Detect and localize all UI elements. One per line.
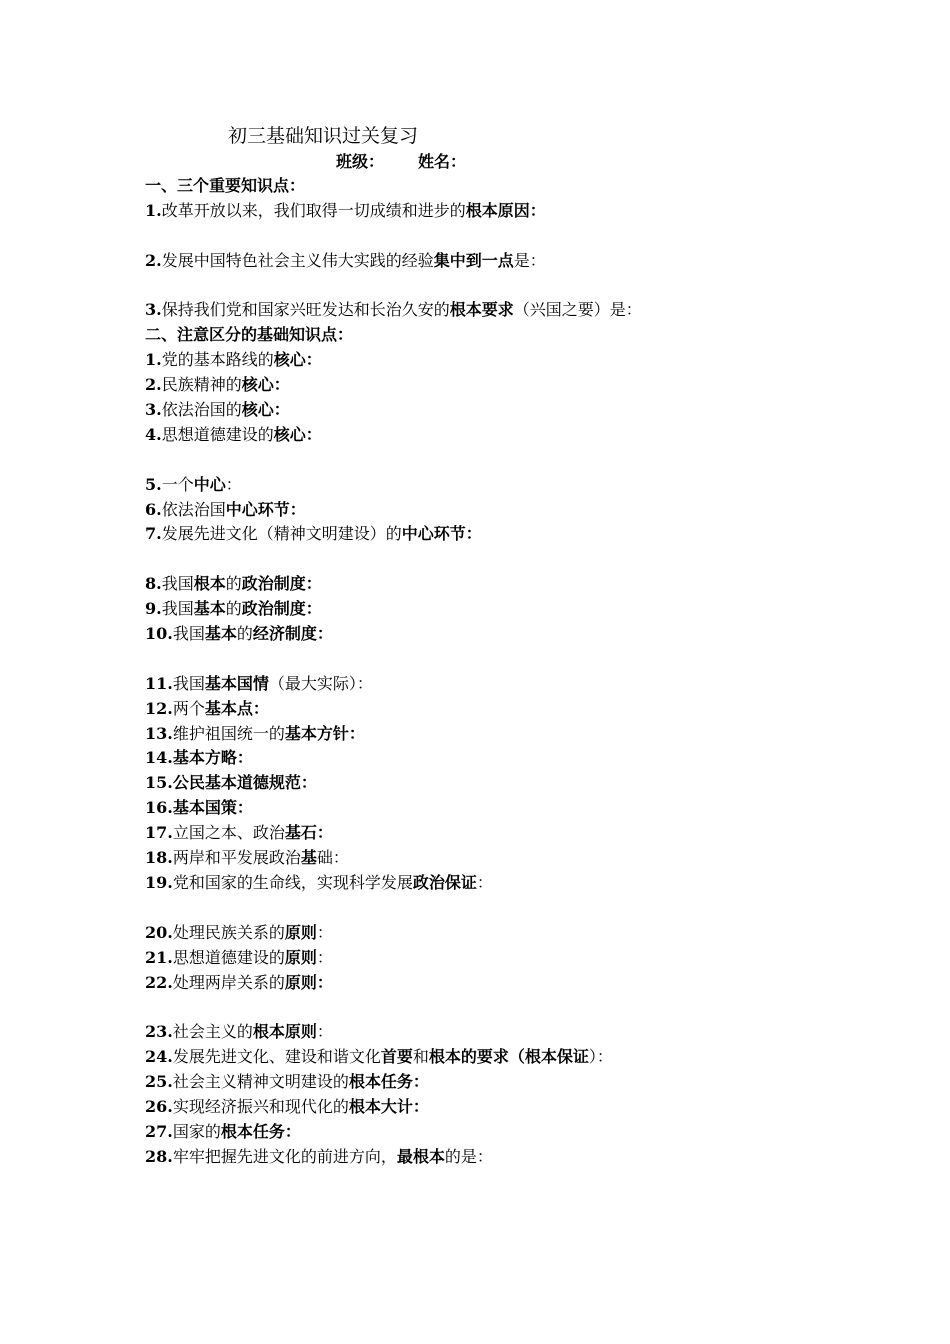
text: 我国 xyxy=(161,574,194,594)
text: ： xyxy=(316,947,333,967)
bold-text: 中心 xyxy=(193,474,226,494)
bold-text: 政治保证 xyxy=(412,872,477,892)
text: 的 xyxy=(225,599,242,619)
bold-text: 集中到一点 xyxy=(433,250,514,270)
text-line xyxy=(145,373,845,398)
blank-line xyxy=(145,647,845,672)
text-line xyxy=(145,498,845,523)
bold-text: 原则： xyxy=(284,972,333,992)
bold-text: 根本原因： xyxy=(465,200,546,220)
question-list xyxy=(145,174,845,1170)
bold-text: 4. xyxy=(145,424,162,444)
bold-text: 22. xyxy=(145,972,173,992)
text: 依法治国 xyxy=(161,499,226,519)
bold-text: 13. xyxy=(145,723,173,743)
text-line xyxy=(145,921,845,946)
bold-text: 原则 xyxy=(284,947,317,967)
blank-line xyxy=(145,224,845,249)
text-line xyxy=(145,1095,845,1120)
bold-text: 19. xyxy=(145,872,173,892)
bold-text: 12. xyxy=(145,698,173,718)
text: 的 xyxy=(236,624,253,644)
text-line xyxy=(145,323,845,348)
bold-text: 一、三个重要知识点： xyxy=(145,176,306,195)
bold-text: 10. xyxy=(145,624,173,644)
bold-text: 根本原则 xyxy=(252,1022,317,1042)
bold-text: 政治制度： xyxy=(241,574,322,594)
text: 的是： xyxy=(444,1146,493,1166)
bold-text: 原则 xyxy=(284,922,317,942)
text: ： xyxy=(316,922,333,942)
text-line xyxy=(145,1120,845,1145)
text-line xyxy=(145,1045,845,1070)
text-line xyxy=(145,522,845,547)
text-line xyxy=(145,846,845,871)
bold-text: 23. xyxy=(145,1022,173,1042)
bold-text: 17. xyxy=(145,823,173,843)
bold-text: 15.公民基本道德规范： xyxy=(145,773,317,793)
page-title: 初三基础知识过关复习 xyxy=(228,125,419,147)
text: 处理民族关系的 xyxy=(172,922,285,942)
bold-text: 中心环节： xyxy=(225,499,306,519)
bold-text: 基本 xyxy=(204,624,237,644)
bold-text: 20. xyxy=(145,922,173,942)
bold-text: 基本方针： xyxy=(284,723,365,743)
text-line xyxy=(145,746,845,771)
text-line xyxy=(145,971,845,996)
text: 的 xyxy=(225,574,242,594)
text: 党和国家的生命线，实现科学发展 xyxy=(172,872,413,892)
text-line xyxy=(145,697,845,722)
text: 础： xyxy=(316,848,349,868)
bold-text: 基本点： xyxy=(204,698,269,718)
text: 国家的 xyxy=(172,1121,221,1141)
text: 发展先进文化、建设和谐文化 xyxy=(172,1047,381,1067)
bold-text: 18. xyxy=(145,848,173,868)
name-label: 姓名： xyxy=(418,152,467,171)
bold-text: 14.基本方略： xyxy=(145,748,253,768)
text: 发展中国特色社会主义伟大实践的经验 xyxy=(161,250,434,270)
text: 依法治国的 xyxy=(161,400,242,420)
bold-text: 2. xyxy=(145,250,162,270)
blank-line xyxy=(145,448,845,473)
text-line xyxy=(145,672,845,697)
text-line xyxy=(145,249,845,274)
bold-text: 根本大计： xyxy=(348,1096,429,1116)
text: 我国 xyxy=(172,673,205,693)
text-line xyxy=(145,398,845,423)
text: 立国之本、政治 xyxy=(172,823,285,843)
text: 和 xyxy=(412,1047,429,1067)
text: ： xyxy=(225,474,242,494)
bold-text: 1. xyxy=(145,200,162,220)
text: ： xyxy=(476,872,493,892)
text: 社会主义精神文明建设的 xyxy=(172,1072,349,1092)
bold-text: 核心： xyxy=(241,400,290,420)
bold-text: 首要 xyxy=(380,1047,413,1067)
blank-line xyxy=(145,274,845,299)
text: ）： xyxy=(588,1047,613,1067)
text: 是： xyxy=(513,250,546,270)
bold-text: 6. xyxy=(145,499,162,519)
bold-text: 25. xyxy=(145,1072,173,1092)
bold-text: 二、注意区分的基础知识点： xyxy=(145,325,354,345)
text-line xyxy=(145,821,845,846)
text-line xyxy=(145,572,845,597)
blank-line xyxy=(145,896,845,921)
bold-text: 根本的要求（根本保证 xyxy=(428,1047,589,1067)
text: 党的基本路线的 xyxy=(161,350,274,370)
class-label: 班级： xyxy=(336,152,385,171)
text-line xyxy=(145,722,845,747)
bold-text: 核心： xyxy=(241,375,290,395)
text: 保持我们党和国家兴旺发达和长治久安的 xyxy=(161,300,450,320)
bold-text: 根本任务： xyxy=(220,1121,301,1141)
text: 一个 xyxy=(161,474,194,494)
bold-text: 24. xyxy=(145,1047,173,1067)
bold-text: 1. xyxy=(145,350,162,370)
text: 实现经济振兴和现代化的 xyxy=(172,1096,349,1116)
bold-text: 根本 xyxy=(193,574,226,594)
text-line xyxy=(145,871,845,896)
bold-text: 核心： xyxy=(273,350,322,370)
bold-text: 5. xyxy=(145,474,162,494)
bold-text: 3. xyxy=(145,400,162,420)
bold-text: 26. xyxy=(145,1096,173,1116)
bold-text: 政治制度： xyxy=(241,599,322,619)
text: （兴国之要）是： xyxy=(513,300,642,320)
text-line xyxy=(145,771,845,796)
text: 思想道德建设的 xyxy=(172,947,285,967)
text: （最大实际）： xyxy=(268,673,373,693)
text: ： xyxy=(316,1022,333,1042)
bold-text: 基石： xyxy=(284,823,333,843)
text-line xyxy=(145,622,845,647)
text: 思想道德建设的 xyxy=(161,424,274,444)
bold-text: 3. xyxy=(145,300,162,320)
text-line xyxy=(145,1145,845,1170)
bold-text: 21. xyxy=(145,947,173,967)
text-line xyxy=(145,796,845,821)
text-line xyxy=(145,946,845,971)
blank-line xyxy=(145,995,845,1020)
text-line xyxy=(145,348,845,373)
student-info-line xyxy=(336,150,466,174)
bold-text: 根本要求 xyxy=(449,300,514,320)
text-line xyxy=(145,597,845,622)
bold-text: 最根本 xyxy=(396,1146,445,1166)
text: 发展先进文化（精神文明建设）的 xyxy=(161,524,402,544)
bold-text: 7. xyxy=(145,524,162,544)
bold-text: 9. xyxy=(145,599,162,619)
blank-line xyxy=(145,547,845,572)
bold-text: 27. xyxy=(145,1121,173,1141)
text: 民族精神的 xyxy=(161,375,242,395)
text: 牢牢把握先进文化的前进方向， xyxy=(172,1146,397,1166)
text-line xyxy=(145,1020,845,1045)
text: 两岸和平发展政治 xyxy=(172,848,301,868)
text-line xyxy=(145,1070,845,1095)
text-line xyxy=(145,199,845,224)
bold-text: 中心环节： xyxy=(401,524,482,544)
bold-text: 16.基本国策： xyxy=(145,798,253,818)
bold-text: 核心： xyxy=(273,424,322,444)
text: 改革开放以来，我们取得一切成绩和进步的 xyxy=(161,200,466,220)
bold-text: 28. xyxy=(145,1146,173,1166)
bold-text: 2. xyxy=(145,375,162,395)
text-line xyxy=(145,298,845,323)
text: 社会主义的 xyxy=(172,1022,253,1042)
text-line xyxy=(145,174,845,199)
text: 我国 xyxy=(172,624,205,644)
text: 我国 xyxy=(161,599,194,619)
bold-text: 经济制度： xyxy=(252,624,333,644)
bold-text: 基本国情 xyxy=(204,673,269,693)
text: 维护祖国统一的 xyxy=(172,723,285,743)
bold-text: 基本 xyxy=(193,599,226,619)
bold-text: 8. xyxy=(145,574,162,594)
bold-text: 11. xyxy=(145,673,173,693)
text: 处理两岸关系的 xyxy=(172,972,285,992)
text-line xyxy=(145,423,845,448)
text-line xyxy=(145,473,845,498)
text: 两个 xyxy=(172,698,205,718)
bold-text: 基 xyxy=(300,848,317,868)
bold-text: 根本任务： xyxy=(348,1072,429,1092)
